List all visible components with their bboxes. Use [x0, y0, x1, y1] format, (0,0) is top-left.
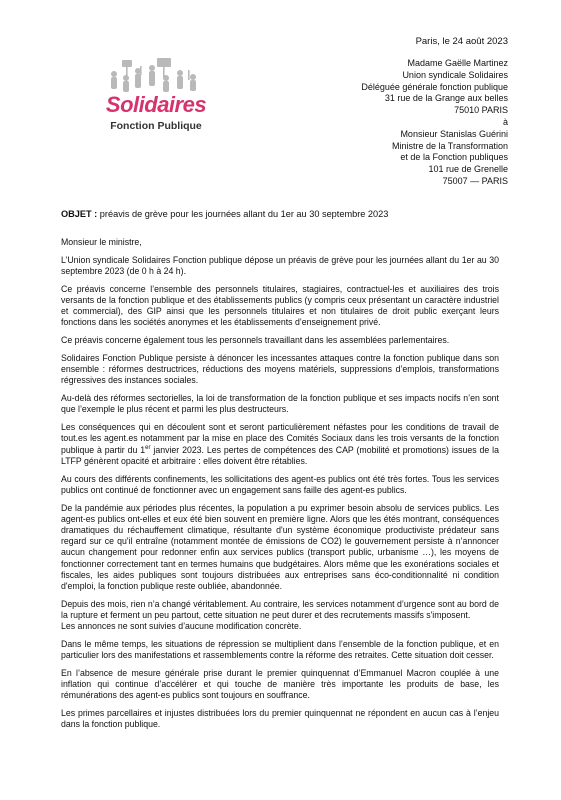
paragraph: Dans le même temps, les situations de répression se multiplient dans l’ensemble de la fonction publique, et en particulier lors des manifestations et rassemblements contre la réforme des retraites. Cette situation doit cesser.	[61, 639, 499, 661]
address-line: Union syndicale Solidaires	[402, 69, 508, 80]
paragraph-text: janvier 2023. Les pertes de compétences des CAP (mobilité et promotions) issues de la LTFP génèrent opacité et arbitraire : elles doivent être rétablies.	[61, 444, 499, 466]
address-block	[361, 58, 508, 188]
paragraph: Les primes parcellaires et injustes distribuées lors du premier quinquennat ne répondent en aucun cas à l’enjeu dans la fonction publique.	[61, 708, 499, 730]
paragraph: En l’absence de mesure générale prise durant le premier quinquennat d’Emmanuel Macron couplée à une inflation qui continue d’accélérer et qui touche de manière très importante les produits de base, les rémunérations des agent-es publics sont toujours en souffrance.	[61, 668, 499, 701]
address-line: 75007 — PARIS	[442, 175, 508, 186]
paragraph: Solidaires Fonction Publique persiste à dénoncer les incessantes attaques contre la fonction publique dans son ensemble : réformes destructrices, réductions des moyens matériels, suppressions d’emplois, transformations régressives des instances sociales.	[61, 353, 499, 386]
subject-label: OBJET :	[61, 209, 98, 219]
paragraph: Au-delà des réformes sectorielles, la loi de transformation de la fonction publique et ses impacts nocifs n’en sont que l’exemple le plus récent et parmi les plus destructeurs.	[61, 393, 499, 415]
address-line: et de la Fonction publiques	[400, 152, 508, 163]
salutation: Monsieur le ministre,	[61, 237, 142, 247]
paragraph-text: Les conséquences qui en découlent sont et seront particulièrement néfastes pour les conditions de travail de tout.es les agent.es notamment par la mise en place des Comités Sociaux dans les trois versants de la fonction publique à partir du 1	[61, 422, 499, 455]
subject-line	[61, 208, 388, 220]
paragraph: L’Union syndicale Solidaires Fonction publique dépose un préavis de grève pour les journées allant du 1er au 30 septembre 2023 (de 0 h à 24 h).	[61, 254, 499, 276]
paragraph: Ce préavis concerne l’ensemble des personnels titulaires, stagiaires, contractuel-les et auxiliaires des trois versants de la fonction publique et des établissements publics (y compris ceux présentant un caractère industriel et commercial), des GIP ainsi que les personnels titulaires et non titulaires de droit public exerçant leurs fonctions dans les sociétés anonymes et les établissements d’enseignement privé.	[61, 283, 499, 328]
paragraph: De la pandémie aux périodes plus récentes, la population a pu exprimer besoin absolu de services publics. Les agent-es publics ont-elles et eux été bien souvent en première ligne. Alors que les étés montrant, conséquences dramatiques du réchauffement climatique, résultante d'un système économique productiviste prédateur sans regard sur ce qu'il entraîne (notamment montée de émissions de CO2) le gouvernement persiste à n’annoncer aucun changement pour redonner enfin aux services publics (transport public, urbanisme …), les moyens de fonctionner correctement tant en termes humains que budgétaires. Alors même que les exonérations sociales et fiscales, les aides publiques sont toujours distribuées aux entreprises sans éco-conditionnalité ni condition d'emploi, la fonction publique reste oubliée, abandonnée.	[61, 502, 499, 592]
letter-body	[61, 237, 499, 737]
paragraph	[61, 422, 499, 467]
dateline: Paris, le 24 août 2023	[415, 36, 508, 47]
address-line: Ministre de la Transformation	[391, 140, 508, 151]
paragraph: Ce préavis concerne également tous les personnels travaillant dans les assemblées parlementaires.	[61, 335, 450, 346]
address-line: Déléguée générale fonction publique	[361, 81, 508, 92]
logo-subtitle: Fonction Publique	[110, 120, 202, 132]
superscript: er	[145, 444, 151, 451]
paragraph: Depuis des mois, rien n’a changé véritablement. Au contraire, les services notamment d’urgence sont au bord de la rupture et ferment un peu partout, cette situation ne peut durer et des recrutements massifs s'imposent.	[61, 598, 499, 621]
solidaires-logo	[100, 58, 212, 138]
paragraph: Les annonces ne sont suivies d’aucune modification concrète.	[61, 621, 302, 632]
address-line: à	[502, 116, 508, 127]
subject-text: préavis de grève pour les journées allant du 1er au 30 septembre 2023	[97, 209, 389, 219]
address-line: Madame Gaëlle Martinez	[407, 58, 508, 68]
address-line: 101 rue de Grenelle	[428, 164, 508, 175]
logo-brand: Solidaires	[105, 92, 207, 117]
address-line: 75010 PARIS	[454, 105, 508, 116]
address-line: Monsieur Stanislas Guérini	[400, 128, 508, 139]
address-line: 31 rue de la Grange aux belles	[384, 93, 508, 104]
paragraph: Au cours des différents confinements, les sollicitations des agent-es publics ont été très fortes. Tous les services publics ont continué de fonctionner avec un engagement sans faille des agent-es publics.	[61, 473, 499, 495]
